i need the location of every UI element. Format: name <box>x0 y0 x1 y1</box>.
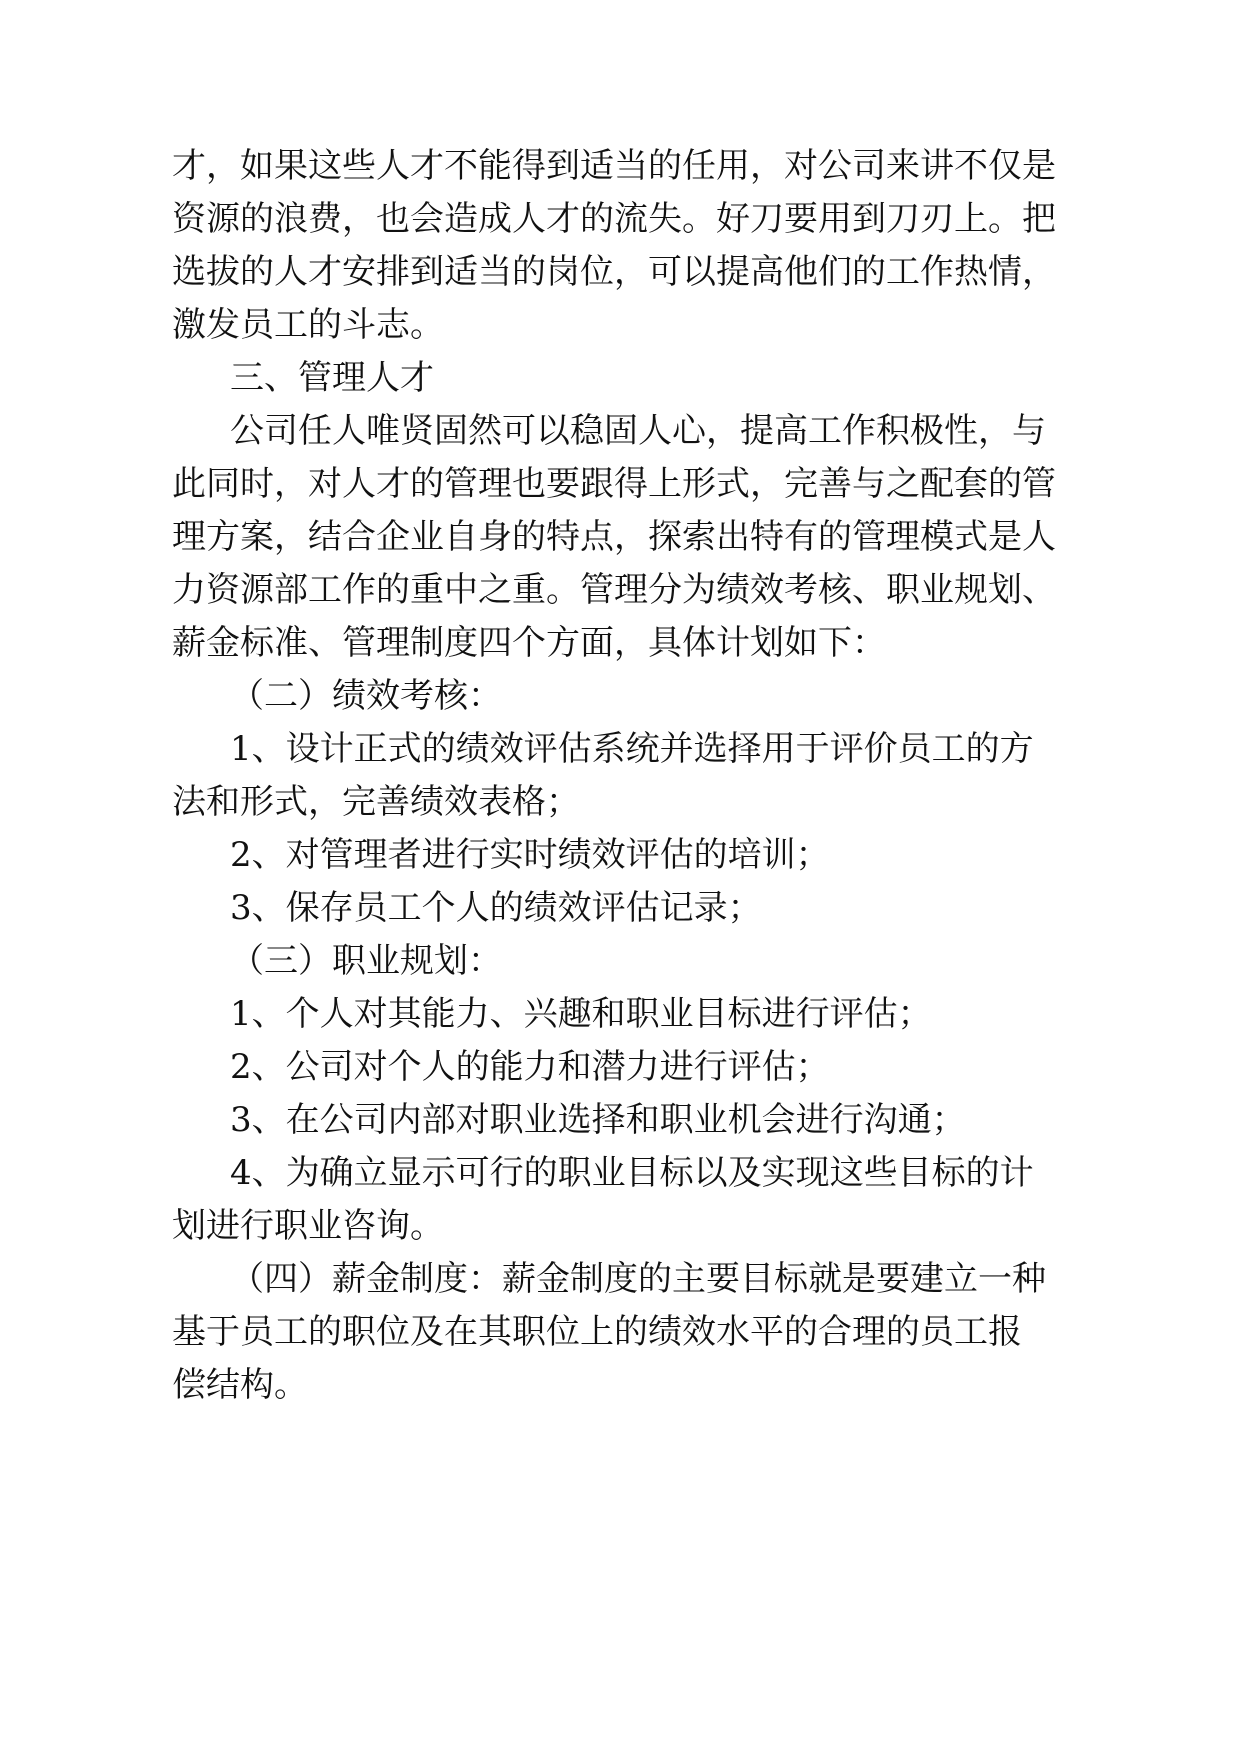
paragraph-line: 公司任人唯贤固然可以稳固人心，提高工作积极性，与 <box>230 411 1046 451</box>
list-item: 2、公司对个人的能力和潜力进行评估； <box>230 1047 830 1087</box>
paragraph-line: 才，如果这些人才不能得到适当的任用，对公司来讲不仅是 <box>172 146 1056 186</box>
paragraph-line: 偿结构。 <box>172 1365 308 1405</box>
paragraph-line: 选拔的人才安排到适当的岗位，可以提高他们的工作热情， <box>172 252 1056 292</box>
paragraph-line: 资源的浪费，也会造成人才的流失。好刀要用到刀刃上。把 <box>172 199 1056 239</box>
paragraph-line: 激发员工的斗志。 <box>172 305 444 345</box>
list-item: 划进行职业咨询。 <box>172 1206 444 1246</box>
paragraph-line: 理方案，结合企业自身的特点，探索出特有的管理模式是人 <box>172 517 1056 557</box>
subsection-heading: （二）绩效考核： <box>230 676 502 716</box>
list-item: 3、在公司内部对职业选择和职业机会进行沟通； <box>230 1100 966 1140</box>
paragraph-line: 基于员工的职位及在其职位上的绩效水平的合理的员工报 <box>172 1312 1022 1352</box>
list-item: 1、设计正式的绩效评估系统并选择用于评价员工的方 <box>230 729 1034 769</box>
section-heading: 三、管理人才 <box>230 358 434 398</box>
paragraph-line: （四）薪金制度：薪金制度的主要目标就是要建立一种 <box>230 1259 1046 1299</box>
list-item: 4、为确立显示可行的职业目标以及实现这些目标的计 <box>230 1153 1034 1193</box>
subsection-heading: （三）职业规划： <box>230 941 502 981</box>
list-item: 法和形式，完善绩效表格； <box>172 782 580 822</box>
paragraph-line: 此同时，对人才的管理也要跟得上形式，完善与之配套的管 <box>172 464 1056 504</box>
list-item: 2、对管理者进行实时绩效评估的培训； <box>230 835 830 875</box>
paragraph-line: 力资源部工作的重中之重。管理分为绩效考核、职业规划、 <box>172 570 1056 610</box>
list-item: 1、个人对其能力、兴趣和职业目标进行评估； <box>230 994 932 1034</box>
paragraph-line: 薪金标准、管理制度四个方面，具体计划如下： <box>172 623 886 663</box>
list-item: 3、保存员工个人的绩效评估记录； <box>230 888 762 928</box>
